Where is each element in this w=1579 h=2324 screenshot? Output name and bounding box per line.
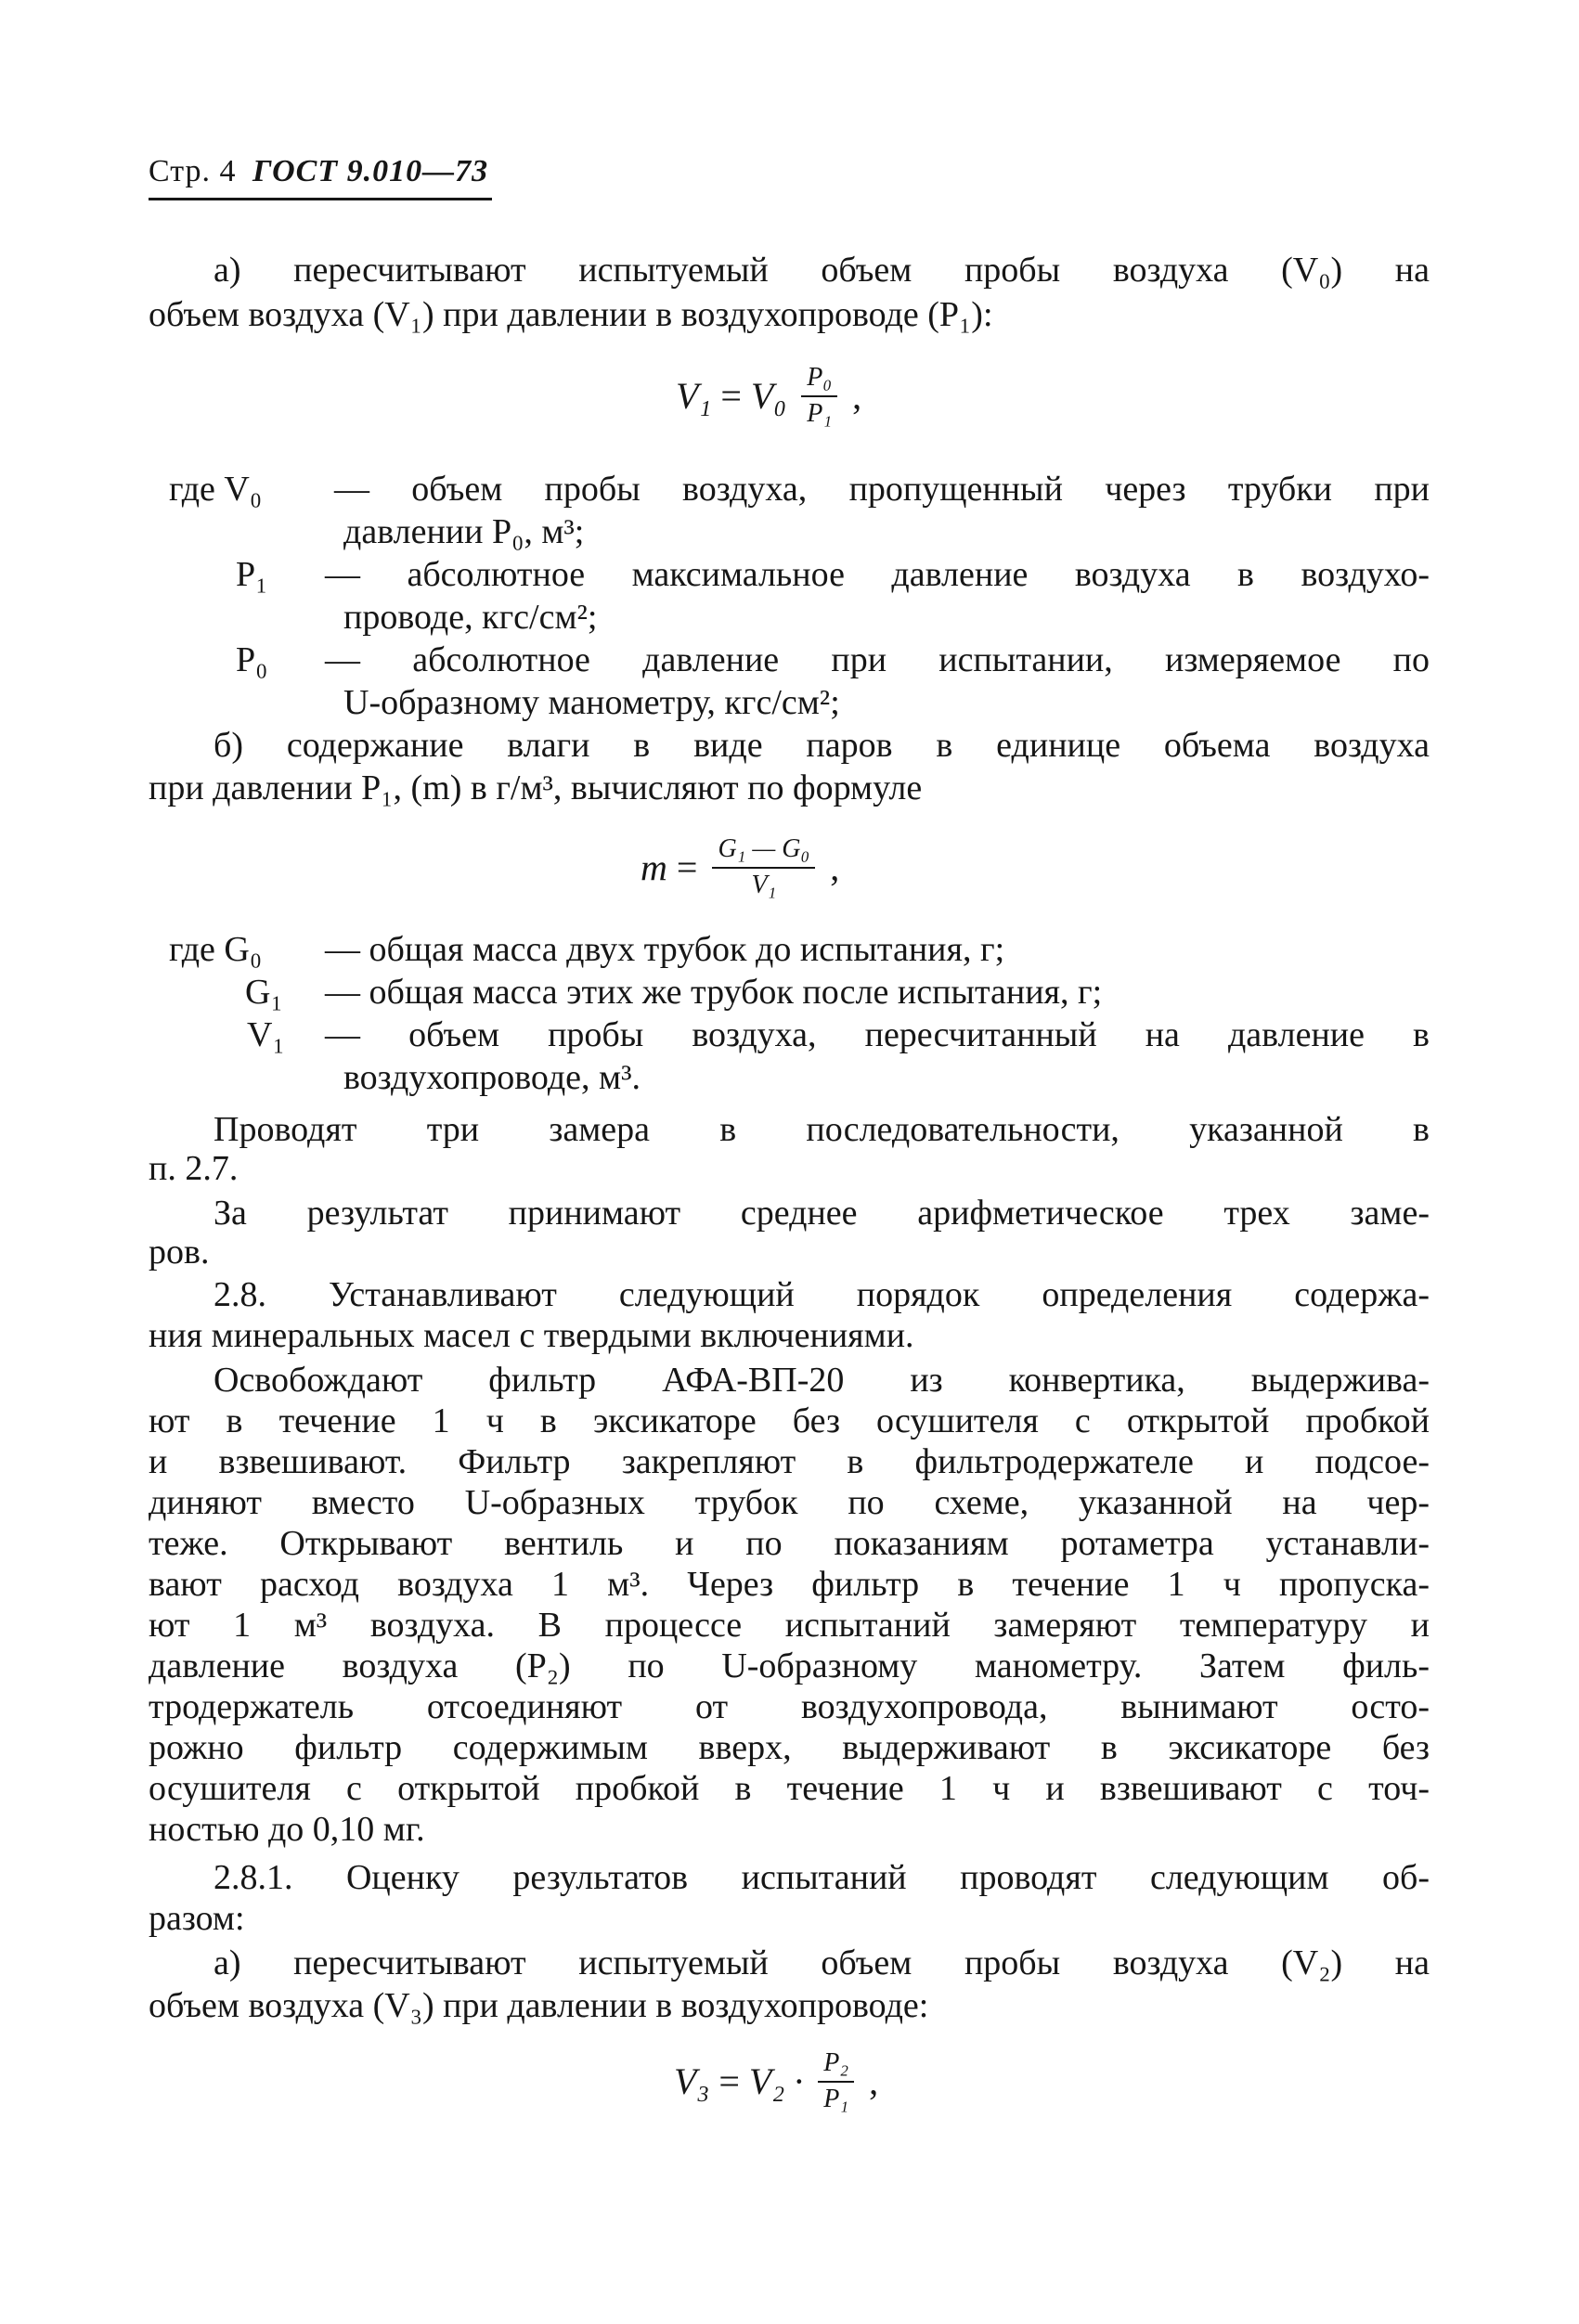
para-filter-line: теже. Открывают вентиль и по показаниям ротаметра устанавли- — [149, 1524, 1430, 1563]
para-filter-line: давление воздуха (P₂) по U-образному манометру. Затем филь- — [149, 1646, 1430, 1685]
def-p0-symbol: P₀ — [236, 640, 268, 679]
formula-v1 — [676, 364, 861, 429]
formula-v1-v: V₀ — [750, 375, 787, 418]
formula-v3-comma: , — [869, 2060, 879, 2103]
def-v1-text1: — объем пробы воздуха, пересчитанный на давление в — [325, 1015, 1430, 1054]
page-number: Стр. 4 — [149, 154, 237, 188]
def-v1-text2: воздухопроводе, м³. — [343, 1058, 641, 1097]
def-v0-symbol: где V₀ — [169, 470, 263, 509]
formula-m-comma: , — [830, 846, 840, 889]
formula-v3-v: V₂ · — [748, 2060, 804, 2103]
page-header — [149, 154, 488, 189]
para-b-line2: при давлении P₁, (m) в г/м³, вычисляют по формуле — [149, 768, 923, 807]
para-filter-line: Освобождают фильтр АФА-ВП-20 из конвертика, выдержива- — [214, 1361, 1430, 1400]
formula-v3-numerator: P₂ — [823, 2048, 849, 2077]
para-filter-line: тродержатель отсоединяют от воздухопровода, вынимают осто- — [149, 1687, 1430, 1726]
para-a1-line2: объем воздуха (V₁) при давлении в воздухопроводе (P₁): — [149, 295, 993, 334]
para-three-line1: Проводят три замера в последовательности, указанной в — [214, 1110, 1430, 1149]
formula-v1-comma: , — [852, 375, 862, 418]
def-g1-symbol: G₁ — [245, 973, 283, 1012]
para-28-line1: 2.8. Устанавливают следующий порядок определения содержа- — [214, 1275, 1430, 1314]
formula-m-numerator: G₁ — G₀ — [718, 834, 810, 863]
para-filter-line: ют 1 м³ воздуха. В процессе испытаний замеряют температуру и — [149, 1606, 1430, 1645]
para-result-line2: ров. — [149, 1233, 210, 1272]
para-b-line1: б) содержание влаги в виде паров в единице объема воздуха — [214, 726, 1430, 765]
formula-v1-fraction — [801, 364, 837, 429]
def-p1-symbol: P₁ — [236, 555, 268, 594]
def-g1-text1: — общая масса этих же трубок после испытания, г; — [325, 973, 1103, 1012]
def-v1-symbol: V₁ — [247, 1015, 285, 1054]
formula-v1-lhs: V₁ — [676, 375, 712, 418]
para-filter-line: и взвешивают. Фильтр закрепляют в фильтродержателе и подсое- — [149, 1442, 1430, 1481]
para-a1-line1: а) пересчитывают испытуемый объем пробы воздуха (V₀) на — [214, 251, 1430, 290]
formula-v3-denominator: P₁ — [823, 2084, 849, 2113]
para-filter-line: ностью до 0,10 мг. — [149, 1810, 425, 1849]
para-filter-line: рожно фильтр содержимым вверх, выдерживают в эксикаторе без — [149, 1728, 1430, 1767]
header-rule — [149, 198, 492, 200]
para-filter-line: диняют вместо U-образных трубок по схеме, указанной на чер- — [149, 1483, 1430, 1522]
formula-v1-denominator: P₁ — [807, 398, 833, 428]
formula-m-fraction — [712, 835, 815, 900]
formula-m-lhs: m — [641, 846, 667, 889]
para-filter-line: ют в течение 1 ч в эксикаторе без осушителя с открытой пробкой — [149, 1401, 1430, 1440]
formula-v1-numerator: P₀ — [807, 363, 833, 392]
para-28-line2: ния минеральных масел с твердыми включениями. — [149, 1316, 914, 1355]
para-a2-line2: объем воздуха (V₃) при давлении в воздухопроводе: — [149, 1986, 929, 2025]
para-filter-line: осушителя с открытой пробкой в течение 1 ч и взвешивают с точ- — [149, 1769, 1430, 1808]
para-three-line2: п. 2.7. — [149, 1149, 239, 1188]
para-a2-line1: а) пересчитывают испытуемый объем пробы воздуха (V₂) на — [214, 1943, 1430, 1982]
formula-v3-eq: = — [718, 2060, 740, 2103]
fraction-bar — [801, 395, 837, 397]
formula-v3-lhs: V₃ — [674, 2060, 710, 2103]
formula-m-denominator: V₁ — [751, 870, 777, 899]
formula-v3 — [674, 2049, 878, 2114]
formula-m — [641, 835, 839, 900]
fraction-bar — [818, 2081, 854, 2083]
para-result-line1: За результат принимают среднее арифметическое трех заме- — [214, 1194, 1430, 1233]
def-p1-text2: проводе, кгс/см²; — [343, 598, 598, 637]
def-g0-symbol: где G₀ — [169, 930, 263, 969]
def-v0-text2: давлении P₀, м³; — [343, 512, 585, 551]
fraction-bar — [712, 867, 815, 869]
formula-m-eq: = — [676, 846, 698, 889]
formula-v3-fraction — [818, 2049, 854, 2114]
para-281-line1: 2.8.1. Оценку результатов испытаний проводят следующим об- — [214, 1858, 1430, 1897]
def-g0-text1: — общая масса двух трубок до испытания, г; — [325, 930, 1005, 969]
para-filter-line: вают расход воздуха 1 м³. Через фильтр в течение 1 ч пропуска- — [149, 1565, 1430, 1604]
formula-v1-eq: = — [720, 375, 742, 418]
para-281-line2: разом: — [149, 1899, 245, 1938]
def-p1-text1: — абсолютное максимальное давление воздуха в воздухо- — [325, 555, 1430, 594]
standard-code: ГОСТ 9.010—73 — [252, 154, 489, 188]
def-v0-text1: — объем пробы воздуха, пропущенный через трубки при — [334, 470, 1430, 509]
def-p0-text2: U-образному манометру, кгс/см²; — [343, 683, 840, 722]
def-p0-text1: — абсолютное давление при испытании, измеряемое по — [325, 640, 1430, 679]
